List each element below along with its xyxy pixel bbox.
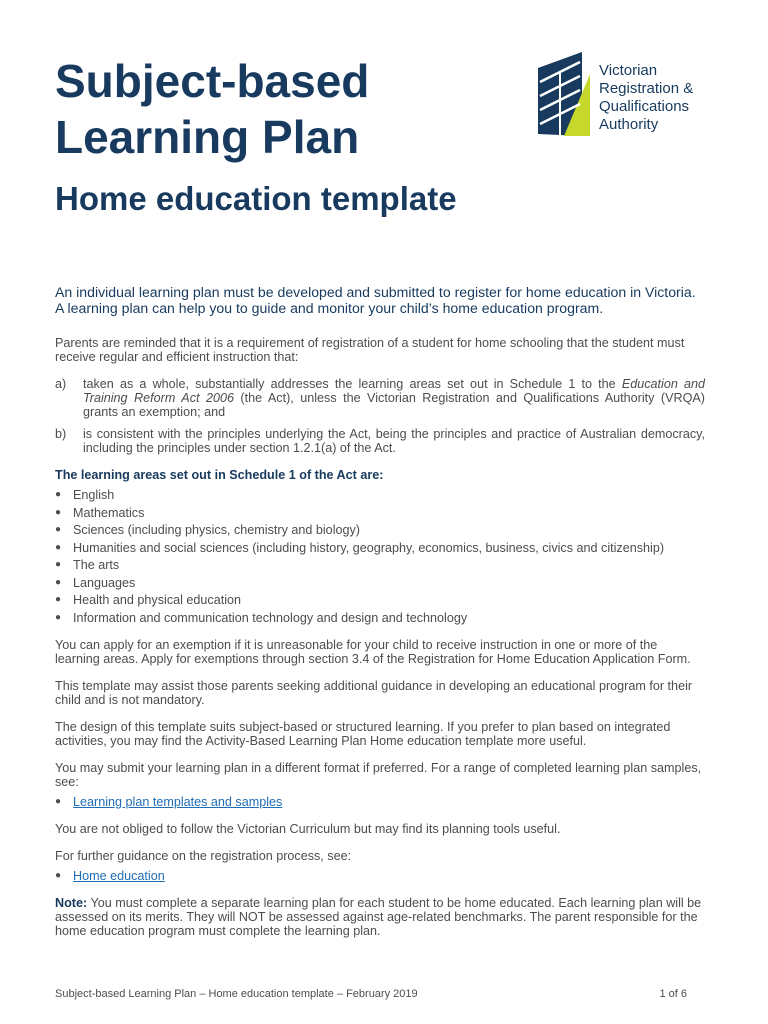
bullet-icon: ● xyxy=(55,576,62,588)
act-title: Education and Training Reform Act 2006 xyxy=(83,377,705,405)
logo-text-line-3: Qualifications xyxy=(599,98,690,115)
samples-link-list xyxy=(55,795,705,809)
requirement-marker: a) xyxy=(55,377,67,391)
submit-paragraph: You may submit your learning plan in a different format if preferred. For a range of completed learning plan samples, see: xyxy=(55,760,702,789)
note-text: You must complete a separate learning plan for each student to be home educated. Each learning plan will be assessed on its merits. They will NOT be assessed against age-related benchmarks. The parent responsible for the home education program must complete the learning plan. xyxy=(55,895,702,938)
intro-paragraph xyxy=(55,285,705,316)
learning-area-item: ● English xyxy=(55,488,115,502)
learning-area-item: ● Sciences (including physics, chemistry and biology) xyxy=(55,523,360,537)
learning-areas-list xyxy=(55,488,705,625)
title-line-1: Subject-based xyxy=(55,55,370,107)
learning-area-item: ● Health and physical education xyxy=(55,593,242,607)
requirement-item xyxy=(55,377,705,419)
requirement-text: taken as a whole, substantially addresses the learning areas set out in Schedule 1 to the Education and Training Reform Act 2006 (the Act), unless the Victorian Registration and Qualifications Authority (VRQA) grants an exemption; and xyxy=(83,377,705,419)
learning-areas-heading: The learning areas set out in Schedule 1 of the Act are: xyxy=(55,468,384,482)
bullet-icon: ● xyxy=(55,506,62,518)
bullet-icon: ● xyxy=(55,869,62,881)
bullet-icon: ● xyxy=(55,795,62,807)
note-label: Note: xyxy=(55,895,88,910)
bullet-icon: ● xyxy=(55,559,62,570)
home-education-link[interactable]: Home education xyxy=(73,868,165,883)
design-paragraph: The design of this template suits subject-based or structured learning. If you prefer to plan based on integrated activities, you may find the Activity-Based Learning Plan Home education template more useful. xyxy=(55,719,671,748)
bullet-icon: ● xyxy=(55,489,62,500)
bullet-icon: ● xyxy=(55,594,62,605)
vrqa-logo-text xyxy=(599,62,693,134)
bullet-icon: ● xyxy=(55,611,62,623)
document-body xyxy=(55,285,705,951)
logo-text-line-1: Victorian xyxy=(599,62,658,79)
guidance-paragraph: For further guidance on the registration process, see: xyxy=(55,848,352,863)
bullet-icon: ● xyxy=(55,524,62,535)
learning-area-item: ● Humanities and social sciences (including history, geography, economics, business, civics and citizenship) xyxy=(55,540,665,555)
page-number: 1 of 6 xyxy=(659,988,687,1000)
requirements-list xyxy=(55,377,705,455)
requirement-text: is consistent with the principles underlying the Act, being the principles and practice of Australian democracy, including the principles under section 1.2.1(a) of the Act. xyxy=(83,427,705,455)
vrqa-logo-icon xyxy=(538,52,594,138)
vrqa-logo xyxy=(538,52,718,138)
bullet-icon: ● xyxy=(55,541,62,553)
curriculum-paragraph: You are not obliged to follow the Victorian Curriculum but may find its planning tools useful. xyxy=(55,821,561,836)
page-title xyxy=(55,53,369,165)
page-footer xyxy=(55,987,687,1001)
logo-text-line-2: Registration & xyxy=(599,80,694,97)
footer-document-title: Subject-based Learning Plan – Home education template – February 2019 xyxy=(55,988,418,1000)
requirement-item xyxy=(55,427,705,455)
guidance-link-list xyxy=(55,869,705,883)
note-paragraph xyxy=(55,896,705,938)
template-assist-paragraph: This template may assist those parents seeking additional guidance in developing an educational program for their child and is not mandatory. xyxy=(55,678,693,707)
exemption-paragraph: You can apply for an exemption if it is unreasonable for your child to receive instruction in one or more of the learning areas. Apply for exemptions through section 3.4 of the Registration for Home Education Application Form. xyxy=(55,637,691,666)
link-item xyxy=(55,869,705,883)
logo-text-line-4: Authority xyxy=(599,116,659,133)
intro-line-1: An individual learning plan must be developed and submitted to register for home education in Victoria. xyxy=(55,284,696,300)
page-subtitle: Home education template xyxy=(55,180,457,217)
learning-area-item: ● Mathematics xyxy=(55,505,145,520)
reminder-paragraph: Parents are reminded that it is a requirement of registration of a student for home schooling that the student must receive regular and efficient instruction that: xyxy=(55,336,685,364)
intro-line-2: A learning plan can help you to guide and monitor your child’s home education program. xyxy=(55,299,604,316)
title-line-2: Learning Plan xyxy=(55,111,360,163)
link-item xyxy=(55,795,705,809)
learning-area-item: ● Information and communication technology and design and technology xyxy=(55,610,468,625)
learning-plan-templates-link[interactable]: Learning plan templates and samples xyxy=(73,794,283,809)
requirement-marker: b) xyxy=(55,427,67,441)
learning-area-item: ● Languages xyxy=(55,575,136,590)
learning-area-item: ● The arts xyxy=(55,558,120,572)
